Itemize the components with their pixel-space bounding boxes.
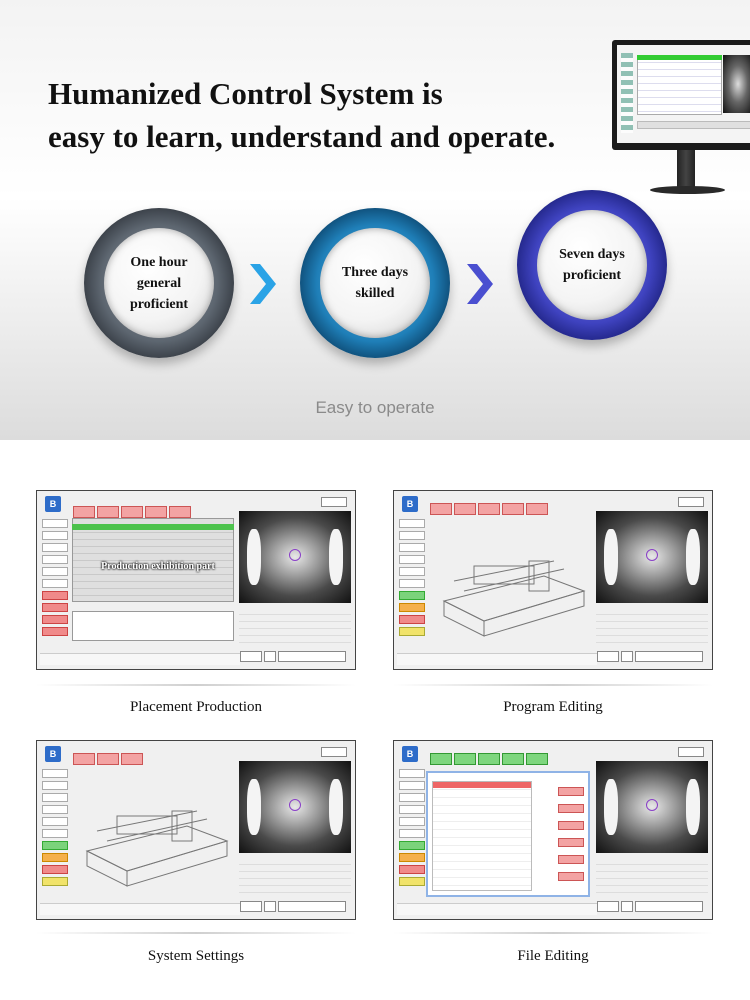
sidebar-button — [42, 865, 68, 874]
sidebar-button — [42, 793, 68, 802]
hero-banner — [0, 0, 750, 440]
toolbar-button — [73, 753, 95, 765]
toolbar — [430, 753, 548, 765]
screenshot-file-editing — [393, 740, 713, 920]
stage-ring-2 — [300, 208, 450, 358]
sidebar-button — [42, 555, 68, 564]
sidebar — [42, 519, 68, 639]
toolbar-button — [526, 503, 548, 515]
monitor-stand — [677, 150, 695, 190]
monitor-sidebar — [621, 53, 633, 133]
toolbar-button — [430, 503, 452, 515]
dialog-button — [558, 804, 584, 813]
sidebar-button — [399, 591, 425, 600]
headline-line-1: Humanized Control System is — [48, 76, 443, 111]
app-logo: B — [45, 496, 61, 512]
sidebar-button — [42, 615, 68, 624]
tagline: Easy to operate — [315, 398, 435, 417]
machine-illustration — [434, 521, 590, 643]
monitor-screen — [617, 45, 750, 143]
sidebar-button — [399, 817, 425, 826]
sidebar-button — [399, 519, 425, 528]
monitor-camera-view — [723, 55, 750, 113]
sidebar-button — [399, 793, 425, 802]
app-logo: B — [45, 746, 61, 762]
toolbar-button — [454, 753, 476, 765]
sidebar-button — [42, 579, 68, 588]
sidebar — [399, 519, 425, 639]
sidebar-button — [399, 865, 425, 874]
toolbar — [430, 503, 548, 515]
sidebar-button — [42, 603, 68, 612]
status-bar — [40, 903, 240, 915]
stop-button — [678, 747, 704, 757]
sidebar-button — [42, 877, 68, 886]
sidebar-button — [42, 567, 68, 576]
sidebar-button — [399, 769, 425, 778]
dialog-buttons — [558, 787, 584, 889]
status-bar — [397, 903, 597, 915]
sidebar-button — [399, 781, 425, 790]
options-panel — [239, 608, 351, 648]
app-logo: B — [402, 496, 418, 512]
toolbar — [73, 753, 143, 765]
stage-label-2: Three days skilled — [320, 228, 430, 338]
sidebar-button — [399, 853, 425, 862]
bottom-buttons — [240, 901, 352, 913]
toolbar-button — [478, 503, 500, 515]
sidebar — [399, 769, 425, 889]
status-bar — [40, 653, 240, 665]
chevron-right-icon — [250, 264, 276, 304]
divider — [393, 684, 713, 686]
sidebar-button — [399, 841, 425, 850]
options-panel — [596, 608, 708, 648]
toolbar-button — [145, 506, 167, 518]
sidebar-button — [42, 591, 68, 600]
bottom-buttons — [597, 651, 709, 663]
production-grid-highlight-row — [72, 524, 234, 530]
stop-button — [321, 497, 347, 507]
stage-ring-3 — [517, 190, 667, 340]
sidebar — [42, 769, 68, 889]
dialog-button — [558, 872, 584, 881]
file-edit-dialog — [426, 771, 590, 897]
monitor-green-row — [637, 55, 722, 60]
stage-ring-1 — [84, 208, 234, 358]
options-panel — [239, 858, 351, 898]
divider — [36, 684, 356, 686]
monitor-status-line — [637, 121, 750, 129]
toolbar-button — [502, 503, 524, 515]
toolbar-button — [502, 753, 524, 765]
stop-button — [321, 747, 347, 757]
toolbar-button — [169, 506, 191, 518]
sidebar-button — [42, 519, 68, 528]
chevron-right-icon — [467, 264, 493, 304]
bottom-buttons — [597, 901, 709, 913]
sidebar-button — [399, 615, 425, 624]
machine-illustration — [77, 771, 233, 893]
sidebar-button — [42, 853, 68, 862]
toolbar-button — [97, 753, 119, 765]
sidebar-button — [399, 531, 425, 540]
screenshot-system-settings — [36, 740, 356, 920]
camera-view — [239, 761, 351, 853]
bottom-buttons — [240, 651, 352, 663]
toolbar-button — [73, 506, 95, 518]
dialog-button — [558, 787, 584, 796]
headline — [48, 72, 608, 158]
stage-label-3: Seven days proficient — [537, 210, 647, 320]
sidebar-button — [42, 531, 68, 540]
options-panel — [596, 858, 708, 898]
toolbar-button — [97, 506, 119, 518]
caption-placement-production: Placement Production — [129, 699, 263, 715]
stop-button — [678, 497, 704, 507]
camera-target-mark — [289, 799, 301, 811]
sidebar-button — [42, 805, 68, 814]
camera-target-mark — [289, 549, 301, 561]
caption-program-editing: Program Editing — [503, 699, 603, 715]
sidebar-button — [399, 627, 425, 636]
sidebar-button — [399, 603, 425, 612]
monitor-base — [650, 186, 725, 194]
headline-line-2: easy to learn, understand and operate. — [48, 119, 556, 154]
toolbar-button — [121, 753, 143, 765]
dialog-button — [558, 821, 584, 830]
file-table — [432, 781, 532, 891]
sidebar-button — [42, 769, 68, 778]
status-bar — [397, 653, 597, 665]
sidebar-button — [42, 841, 68, 850]
toolbar-button — [430, 753, 452, 765]
screenshot-program-editing — [393, 490, 713, 670]
camera-view — [239, 511, 351, 603]
toolbar-button — [478, 753, 500, 765]
dialog-button — [558, 855, 584, 864]
sidebar-button — [399, 567, 425, 576]
sidebar-button — [399, 805, 425, 814]
sidebar-button — [42, 543, 68, 552]
monitor-grid — [637, 55, 722, 115]
screenshot-placement-production — [36, 490, 356, 670]
divider — [36, 932, 356, 934]
camera-target-mark — [646, 799, 658, 811]
monitor-frame — [612, 40, 750, 150]
toolbar-button — [454, 503, 476, 515]
sidebar-button — [42, 817, 68, 826]
sidebar-button — [399, 543, 425, 552]
caption-system-settings: System Settings — [147, 948, 245, 964]
sidebar-button — [399, 579, 425, 588]
production-overlay-label: Production exhibition part — [101, 561, 215, 572]
sidebar-button — [42, 627, 68, 636]
sidebar-button — [42, 829, 68, 838]
camera-view — [596, 511, 708, 603]
sidebar-button — [399, 555, 425, 564]
production-grid — [72, 518, 234, 602]
camera-view — [596, 761, 708, 853]
sidebar-button — [42, 781, 68, 790]
toolbar — [73, 506, 191, 518]
caption-file-editing: File Editing — [517, 948, 589, 964]
divider — [393, 932, 713, 934]
monitor-image — [612, 40, 750, 200]
dialog-button — [558, 838, 584, 847]
app-logo: B — [402, 746, 418, 762]
production-log — [72, 611, 234, 641]
toolbar-button — [526, 753, 548, 765]
camera-target-mark — [646, 549, 658, 561]
stage-label-1: One hour general proficient — [104, 228, 214, 338]
sidebar-button — [399, 829, 425, 838]
sidebar-button — [399, 877, 425, 886]
toolbar-button — [121, 506, 143, 518]
